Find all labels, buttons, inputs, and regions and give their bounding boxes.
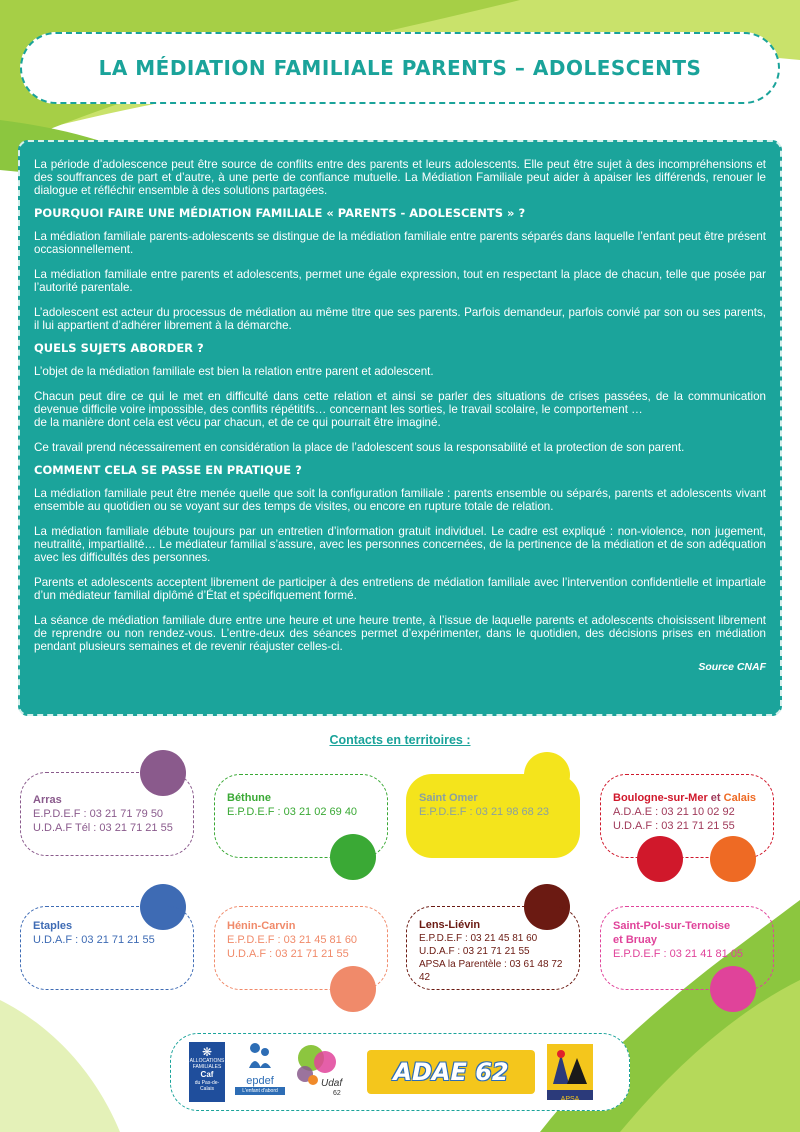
epdef-figure-icon <box>245 1040 275 1070</box>
contact-line: U.D.A.F Tél : 03 21 71 21 55 <box>33 822 173 834</box>
contact-card-lens-lievin <box>406 906 580 990</box>
contact-name: Saint-Pol-sur-Ternoise <box>613 920 731 932</box>
paragraph-part: de la manière dont cela est vécu par chacun, et de ce qui pourrait être imaginé. <box>34 416 441 429</box>
caf-emblem-icon: ❋ <box>201 1045 213 1059</box>
caf-text: Caf <box>200 1070 214 1079</box>
contact-name: et Bruay <box>613 934 658 946</box>
caf-logo <box>189 1042 225 1102</box>
contact-name: Lens-Liévin <box>419 919 481 931</box>
contact-card-etaples <box>20 906 194 990</box>
contact-line: E.P.D.E.F : 03 21 02 69 40 <box>227 806 358 818</box>
udaf-text: Udaf <box>321 1078 343 1089</box>
paragraph: La médiation familiale entre parents et adolescents, permet une égale expression, tout en respectant la place de chacun, telle que posée par l’autorité parentale. <box>34 268 766 294</box>
contact-name: Etaples <box>33 920 73 932</box>
contact-line: U.D.A.F : 03 21 71 21 55 <box>227 948 349 960</box>
contact-name: Béthune <box>227 792 271 804</box>
henin-dot <box>330 966 376 1012</box>
caf-text: ALLOCATIONS FAMILIALES <box>189 1058 225 1070</box>
contact-name: Saint Omer <box>419 792 478 804</box>
contact-line: APSA la Parentèle : 03 61 48 72 42 <box>419 959 563 983</box>
contact-name-part: Calais <box>723 792 757 804</box>
caf-text: du Pas-de-Calais <box>194 1080 220 1092</box>
contact-name-part: et <box>707 792 724 804</box>
main-content-panel <box>18 140 782 716</box>
contact-line: U.D.A.F : 03 21 71 21 55 <box>33 934 155 946</box>
paragraph: Parents et adolescents acceptent librement de participer à des entretiens de médiation familiale avec l’intervention confidentielle et impartiale d’un médiateur familial diplômé d’État et spécifiquement formé. <box>34 576 766 602</box>
epdef-sub-text: L'enfant d'abord <box>235 1087 285 1095</box>
contact-line: U.D.A.F : 03 21 71 21 55 <box>419 946 530 957</box>
arras-dot <box>140 750 186 796</box>
boulogne-dot <box>637 836 683 882</box>
paragraph-part: Chacun peut dire ce qui le met en difficulté dans cette relation et ainsi se parler des situations de crises passées, de la communication devenue difficile voire impossible, des conflits répétitifs… concernant les sorties, le travail scolaire, le comportement … <box>34 390 766 416</box>
partner-logos-bar <box>170 1033 630 1111</box>
adae-logo <box>367 1050 535 1094</box>
bethune-dot <box>330 834 376 880</box>
contact-line: E.P.D.E.F : 03 21 41 81 05 <box>613 948 744 960</box>
apsa-logo <box>547 1044 593 1100</box>
section-heading-sujets: QUELS SUJETS ABORDER ? <box>34 341 204 355</box>
contact-line: E.P.D.E.F : 03 21 45 81 60 <box>227 934 358 946</box>
paragraph: L’objet de la médiation familiale est bien la relation entre parent et adolescent. <box>34 365 434 378</box>
saint-pol-dot <box>710 966 756 1012</box>
paragraph: L’adolescent est acteur du processus de médiation au même titre que ses parents. Parfois demandeur, parfois convié par son ou ses parents, il lui appartient d’adhérer librement à la démarche. <box>34 306 766 332</box>
contact-name: Arras <box>33 794 62 806</box>
saint-omer-dot <box>524 752 570 798</box>
paragraph <box>34 390 766 429</box>
paragraph: La séance de médiation familiale dure entre une heure et une heure trente, à l’issue de laquelle parents et adolescents choisissent librement de reprendre ou non rendez-vous. L’entre-deux des séances permet d’expérimenter, dans le quotidien, des décisions prises en médiation pendant plusieurs semaines et de revenir réajuster celles-ci. <box>34 614 766 653</box>
epdef-text: epdef <box>246 1075 274 1087</box>
apsa-text: APSA <box>560 1096 580 1100</box>
paragraph: Ce travail prend nécessairement en considération la place de l’adolescent sous la responsabilité et la protection de son parent. <box>34 441 685 454</box>
adae-text: ADAE 62 <box>393 1058 509 1086</box>
apsa-figures-icon <box>547 1044 593 1090</box>
udaf-number: 62 <box>333 1090 341 1097</box>
udaf-logo <box>291 1040 351 1106</box>
section-heading-pourquoi: POURQUOI FAIRE UNE MÉDIATION FAMILIALE « PARENTS - ADOLESCENTS » ? <box>34 206 526 220</box>
contact-line: E.P.D.E.F : 03 21 71 79 50 <box>33 808 164 820</box>
contact-line: U.D.A.F : 03 21 71 21 55 <box>613 820 735 832</box>
contact-line: E.P.D.E.F : 03 21 98 68 23 <box>419 806 550 818</box>
contact-name: Hénin-Carvin <box>227 920 296 932</box>
title-banner <box>20 32 780 104</box>
contact-name-part: Boulogne-sur-Mer <box>613 792 708 804</box>
source-note: Source CNAF <box>698 661 766 673</box>
contact-name <box>613 791 761 805</box>
contacts-heading: Contacts en territoires : <box>329 733 471 747</box>
paragraph: La médiation familiale débute toujours par un entretien d’information gratuit individuel. Le cadre est expliqué : non-violence, non jugement, neutralité, impartialité… Le médiateur familial s’assure, avec les personnes concernées, de la pertinence de la médiation et de son adéquation avec les difficultés des personnes. <box>34 525 766 564</box>
epdef-logo <box>235 1040 285 1104</box>
paragraph: La médiation familiale peut être menée quelle que soit la configuration familiale : parents ensemble ou séparés, parents et adolescents vivant ensemble au quotidien ou se voyant sur des temps de visites, ou encore en rupture totale de relation. <box>34 487 766 513</box>
intro-paragraph: La période d’adolescence peut être source de conflits entre des parents et leurs adolescents. Elle peut être sujet à des incompréhensions et des souffrances de part et d’autre, à une perte de confiance mutuelle. La Médiation Familiale peut aider à apaiser les différends, renouer le dialogue et réfléchir ensemble à des solutions partagées. <box>34 158 766 197</box>
calais-dot <box>710 836 756 882</box>
page-title: LA MÉDIATION FAMILIALE PARENTS – ADOLESCENTS <box>98 56 702 80</box>
paragraph: La médiation familiale parents-adolescents se distingue de la médiation familiale entre parents séparés dans laquelle l’enfant peut être présent occasionnellement. <box>34 230 766 256</box>
contact-line: A.D.A.E : 03 21 10 02 92 <box>613 806 735 818</box>
contact-line: E.P.D.E.F : 03 21 45 81 60 <box>419 933 538 944</box>
udaf-circles-icon <box>291 1040 351 1106</box>
section-heading-pratique: COMMENT CELA SE PASSE EN PRATIQUE ? <box>34 463 302 477</box>
